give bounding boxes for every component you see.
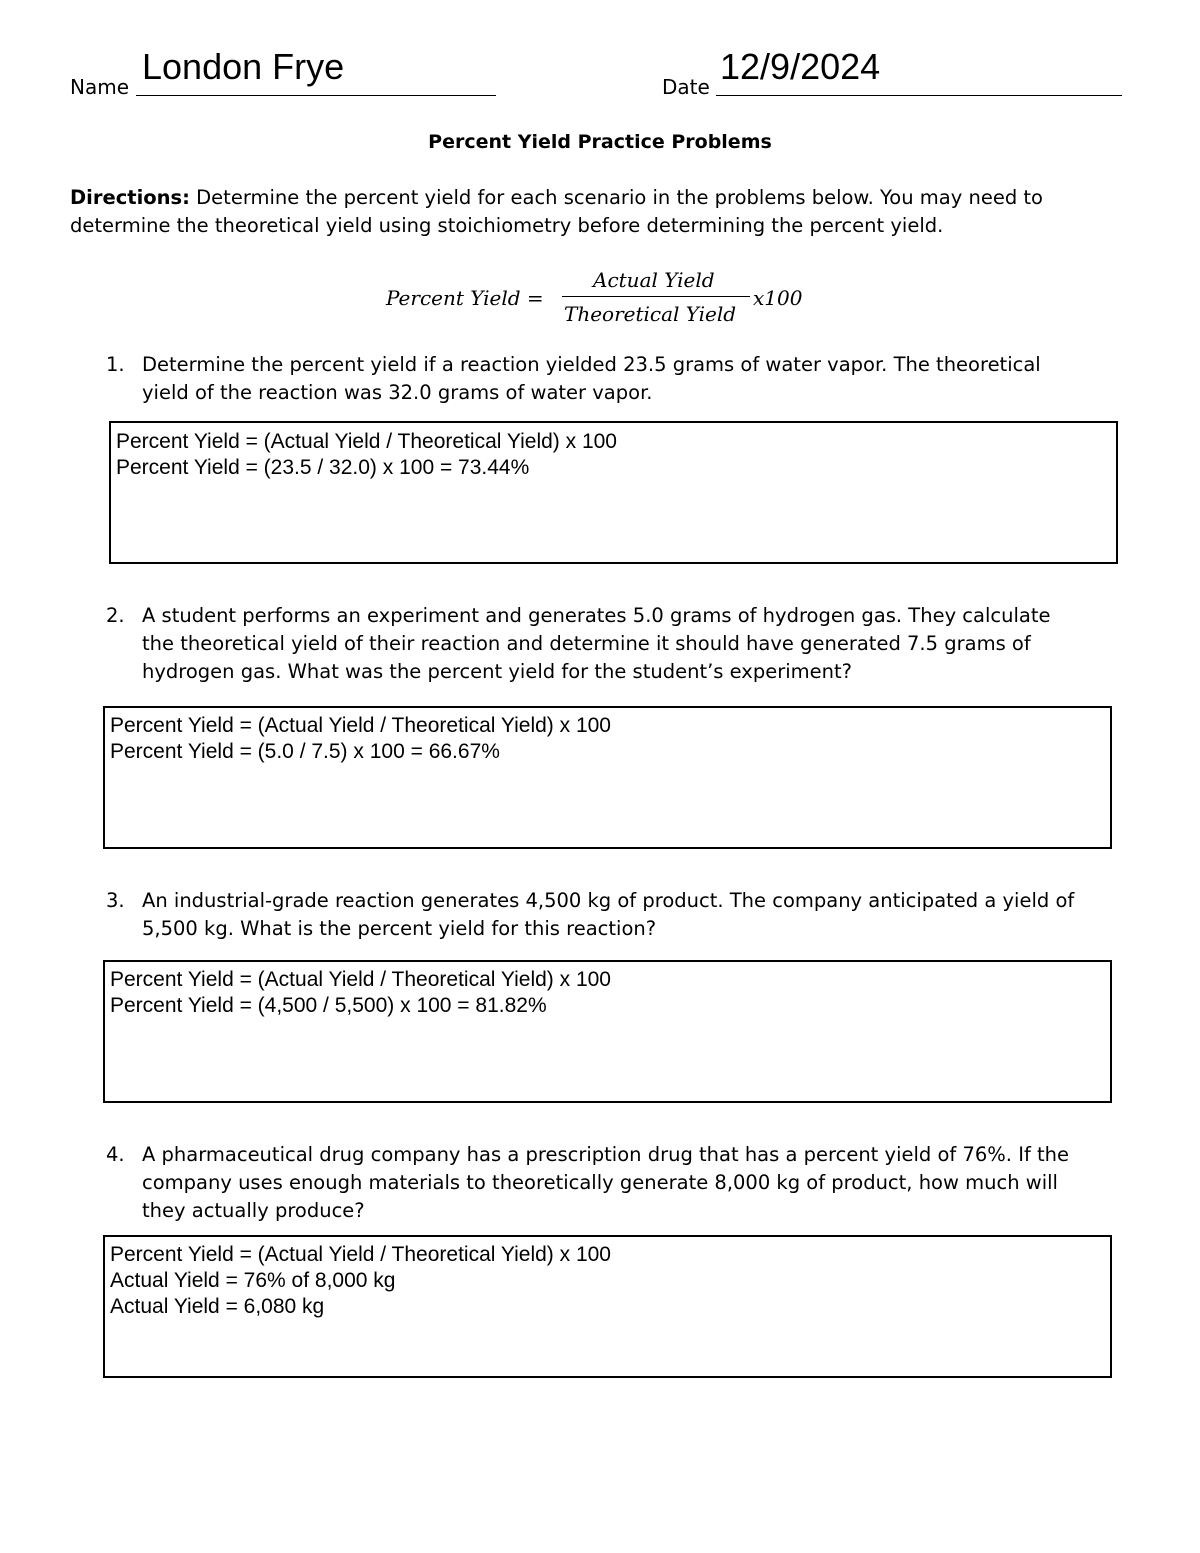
page-title: Percent Yield Practice Problems (428, 131, 772, 153)
formula-denominator: Theoretical Yield (564, 302, 737, 326)
answer-2-line-2: Percent Yield = (5.0 / 7.5) x 100 = 66.67% (110, 740, 500, 763)
question-4-line-3: they actually produce? (142, 1199, 365, 1222)
date-label: Date (662, 75, 710, 99)
answer-4-line-2: Actual Yield = 76% of 8,000 kg (110, 1269, 396, 1292)
question-4-line-1: A pharmaceutical drug company has a prescription drug that has a percent yield of 76%. If the (142, 1143, 1070, 1166)
formula-multiplier: x100 (753, 286, 803, 310)
answer-box-3[interactable] (103, 960, 1112, 1103)
question-2-line-2: the theoretical yield of their reaction and determine it should have generated 7.5 grams of (142, 632, 1031, 655)
answer-box-2[interactable] (103, 706, 1112, 849)
directions-line-1 (70, 184, 1043, 212)
answer-3-line-2: Percent Yield = (4,500 / 5,500) x 100 = 81.82% (110, 994, 547, 1017)
directions-label: Directions: (70, 186, 190, 209)
question-2-line-3: hydrogen gas. What was the percent yield for the student’s experiment? (142, 660, 852, 683)
question-4-number: 4. (106, 1143, 125, 1166)
answer-1-line-2: Percent Yield = (23.5 / 32.0) x 100 = 73.44% (116, 456, 530, 479)
formula-lhs: Percent Yield = (386, 286, 544, 310)
name-label: Name (70, 75, 130, 99)
name-underline (136, 95, 496, 96)
question-3-line-2: 5,500 kg. What is the percent yield for this reaction? (142, 917, 657, 940)
question-4-line-2: company uses enough materials to theoretically generate 8,000 kg of product, how much will (142, 1171, 1058, 1194)
question-2-line-1: A student performs an experiment and generates 5.0 grams of hydrogen gas. They calculate (142, 604, 1051, 627)
answer-box-4[interactable] (103, 1235, 1112, 1378)
question-3-line-1: An industrial-grade reaction generates 4,500 kg of product. The company anticipated a yield of (142, 889, 1075, 912)
date-value[interactable]: 12/9/2024 (720, 46, 881, 87)
date-underline (716, 95, 1122, 96)
answer-4-line-3: Actual Yield = 6,080 kg (110, 1295, 325, 1318)
question-1-line-2: yield of the reaction was 32.0 grams of water vapor. (142, 381, 653, 404)
formula-numerator: Actual Yield (593, 268, 715, 292)
question-2-number: 2. (106, 604, 125, 627)
question-1-line-1: Determine the percent yield if a reaction yielded 23.5 grams of water vapor. The theoretical (142, 353, 1041, 376)
answer-4-line-1: Percent Yield = (Actual Yield / Theoretical Yield) x 100 (110, 1243, 611, 1266)
formula-fraction-bar (562, 296, 750, 297)
name-value[interactable]: London Frye (142, 46, 345, 87)
answer-2-line-1: Percent Yield = (Actual Yield / Theoretical Yield) x 100 (110, 714, 611, 737)
answer-1-line-1: Percent Yield = (Actual Yield / Theoretical Yield) x 100 (116, 430, 617, 453)
directions-line-2: determine the theoretical yield using stoichiometry before determining the percent yield. (70, 214, 944, 237)
answer-box-1[interactable] (109, 421, 1118, 564)
answer-3-line-1: Percent Yield = (Actual Yield / Theoretical Yield) x 100 (110, 968, 611, 991)
question-1-number: 1. (106, 353, 125, 376)
directions-text-1: Determine the percent yield for each scenario in the problems below. You may need to (189, 186, 1043, 209)
question-3-number: 3. (106, 889, 125, 912)
